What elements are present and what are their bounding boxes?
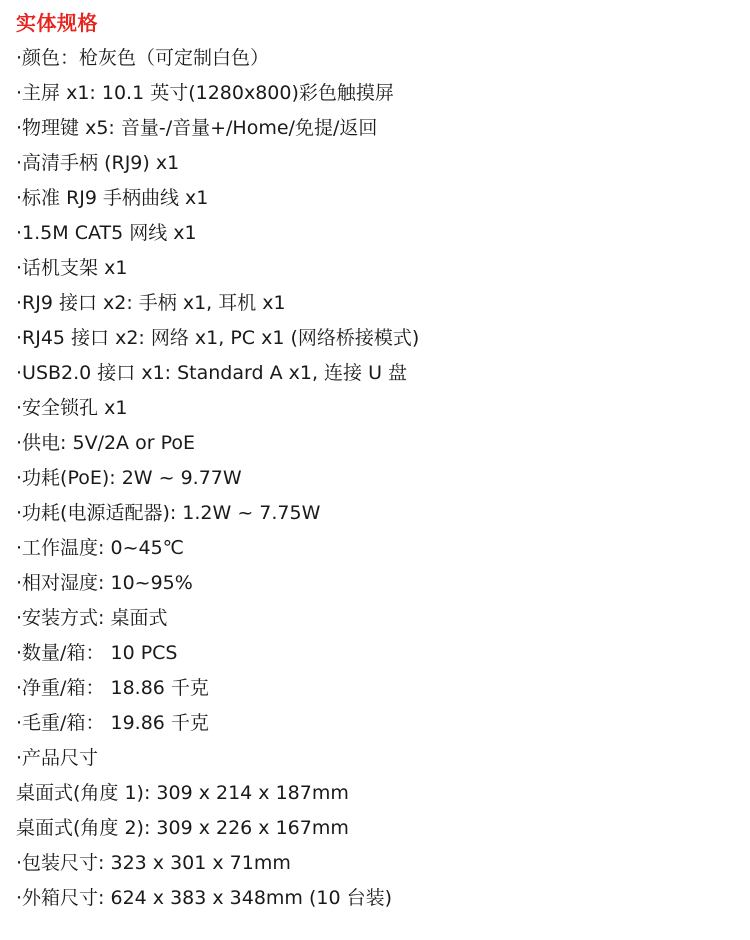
spec-item-quantity-per-box: ·数量/箱： 10 PCS: [16, 642, 178, 664]
spec-item-power-adapter: ·功耗(电源适配器): 1.2W ~ 7.75W: [16, 502, 321, 524]
spec-item-power-supply: ·供电: 5V/2A or PoE: [16, 432, 195, 454]
spec-item-rj9-ports: ·RJ9 接口 x2: 手柄 x1, 耳机 x1: [16, 292, 286, 314]
spec-item-gross-weight: ·毛重/箱： 19.86 千克: [16, 712, 209, 734]
spec-item-color: ·颜色：枪灰色（可定制白色）: [16, 47, 270, 69]
spec-item-main-screen: ·主屏 x1: 10.1 英寸(1280x800)彩色触摸屏: [16, 82, 394, 104]
spec-item-handset-cord: ·标准 RJ9 手柄曲线 x1: [16, 187, 209, 209]
spec-item-handset: ·高清手柄 (RJ9) x1: [16, 152, 180, 174]
spec-item-product-dimensions: ·产品尺寸: [16, 747, 99, 769]
spec-item-humidity: ·相对湿度: 10~95%: [16, 572, 193, 594]
spec-item-mounting: ·安装方式: 桌面式: [16, 607, 168, 629]
spec-list: [16, 41, 750, 916]
spec-item-desktop-angle-1: 桌面式(角度 1): 309 x 214 x 187mm: [16, 782, 349, 804]
spec-item-security-slot: ·安全锁孔 x1: [16, 397, 128, 419]
spec-item-desktop-angle-2: 桌面式(角度 2): 309 x 226 x 167mm: [16, 817, 349, 839]
spec-item-carton-dimensions: ·外箱尺寸: 624 x 383 x 348mm (10 台装): [16, 887, 393, 909]
section-title: 实体规格: [16, 11, 98, 35]
spec-item-usb-port: ·USB2.0 接口 x1: Standard A x1, 连接 U 盘: [16, 362, 408, 384]
spec-item-net-weight: ·净重/箱： 18.86 千克: [16, 677, 209, 699]
spec-item-stand: ·话机支架 x1: [16, 257, 128, 279]
spec-item-physical-keys: ·物理键 x5: 音量-/音量+/Home/免提/返回: [16, 117, 378, 139]
spec-item-power-poe: ·功耗(PoE): 2W ~ 9.77W: [16, 467, 242, 489]
spec-item-network-cable: ·1.5M CAT5 网线 x1: [16, 222, 197, 244]
spec-item-package-dimensions: ·包装尺寸: 323 x 301 x 71mm: [16, 852, 291, 874]
spec-item-operating-temp: ·工作温度: 0~45℃: [16, 537, 185, 559]
spec-item-rj45-ports: ·RJ45 接口 x2: 网络 x1, PC x1 (网络桥接模式): [16, 327, 420, 349]
